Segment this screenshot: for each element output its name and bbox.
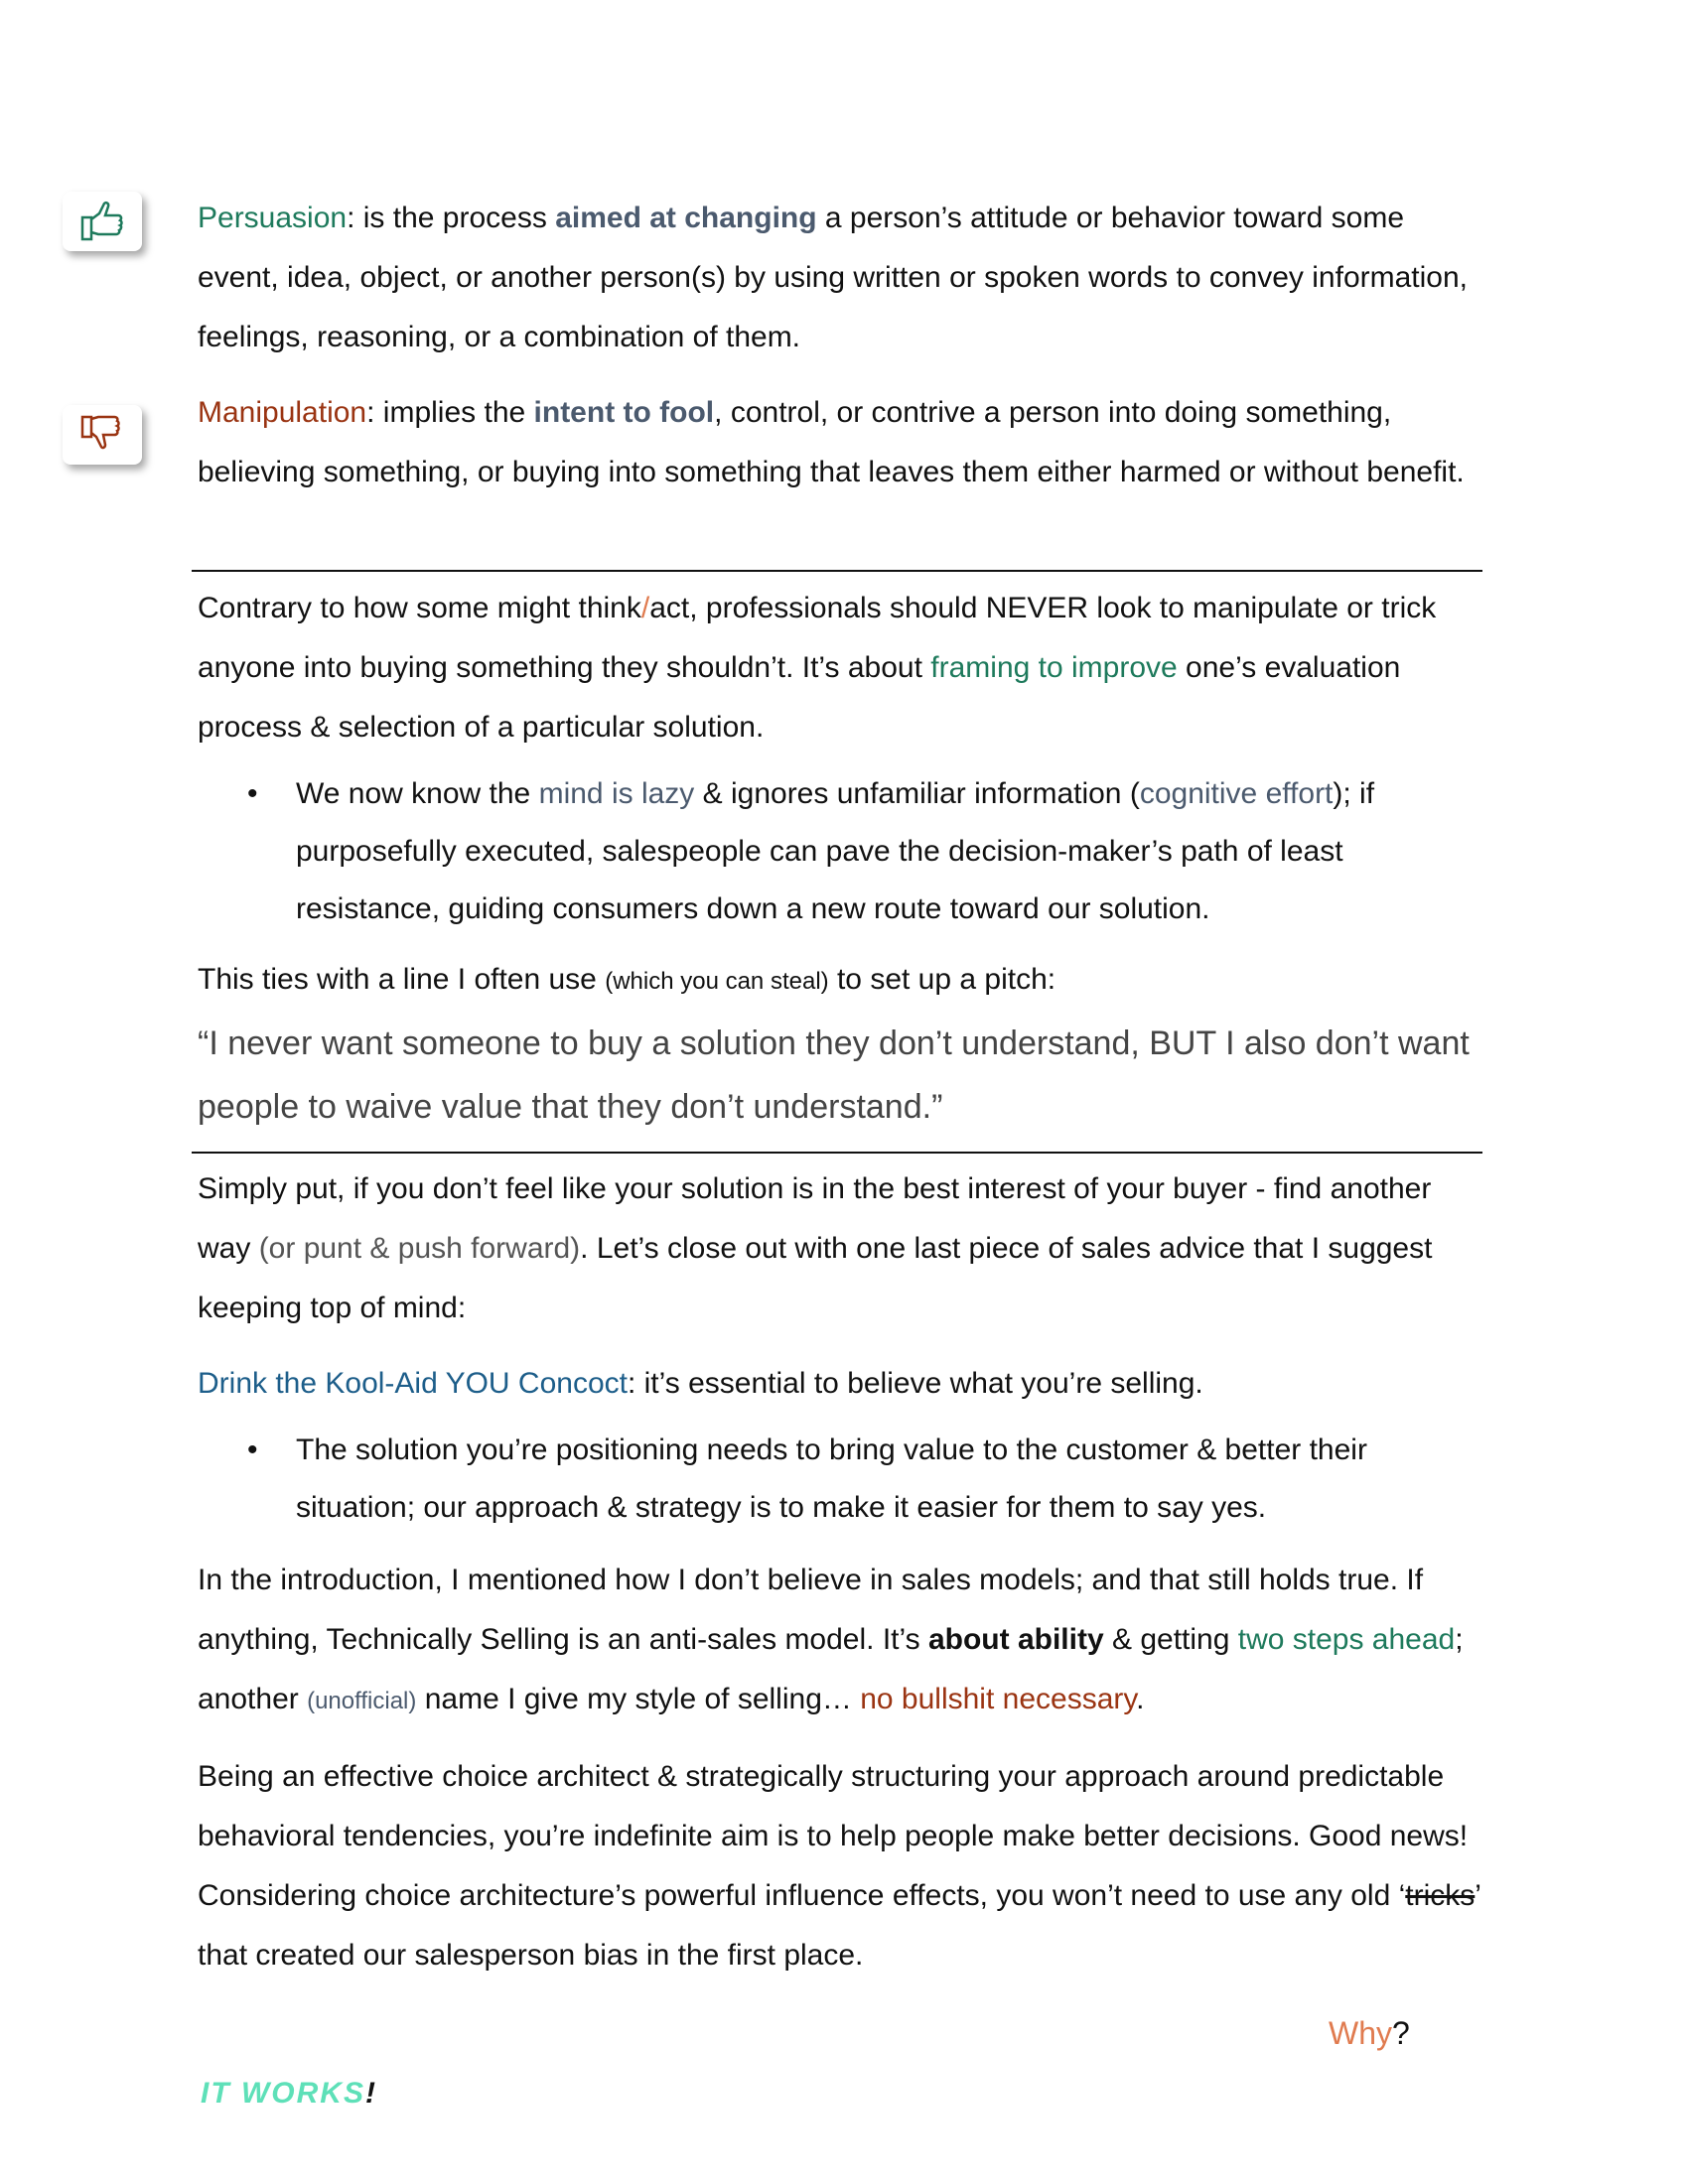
section-framing (198, 579, 1488, 1139)
thumbs-up-icon (78, 200, 126, 243)
thumbs-down-icon (78, 413, 126, 457)
paragraph-contrary: Contrary to how some might think/act, professionals should NEVER look to manipulate or trick anyone into buying something they shouldn’t. It’s about framing to improve one’s evaluation process & selection of a particular solution. (198, 592, 1437, 744)
definition-persuasion: Persuasion: is the process aimed at changing a person’s attitude or behavior toward some event, idea, object, or another person(s) by using written or spoken words to convey information, feelings, reasoning, or a combination of them. (198, 202, 1468, 353)
paragraph-introduction: In the introduction, I mentioned how I don’t believe in sales models; and that still holds true. If anything, Technically Selling is an anti-sales model. It’s about ability & getting two steps ahead; another (unofficial) name I give my style of selling… no bullshit necessary. (198, 1564, 1464, 1715)
divider-2 (192, 1152, 1482, 1154)
why-link: Why? (1329, 2015, 1410, 2051)
bullet-list-mind (198, 765, 1488, 938)
bullet-list-solution (198, 1422, 1488, 1537)
list-item: • The solution you’re positioning needs to bring value to the customer & better their situation; our approach & strategy is to make it easier for them to say yes. (198, 1422, 1488, 1537)
paragraph-kool-aid: Drink the Kool-Aid YOU Concoct: it’s essential to believe what you’re selling. (198, 1367, 1203, 1400)
term-manipulation: Manipulation (198, 396, 367, 429)
it-works-logo: IT WORKS! (201, 2077, 377, 2110)
section-closing (198, 1160, 1488, 1985)
paragraph-simply-put: Simply put, if you don’t feel like your solution is in the best interest of your buyer - find another way (or punt & push forward). Let’s close out with one last piece of sales advice that I suggest keeping top of mind: (198, 1172, 1433, 1324)
term-persuasion: Persuasion (198, 202, 348, 234)
paragraph-line-intro: This ties with a line I often use (which you can steal) to set up a pitch: (198, 963, 1056, 996)
divider-1 (192, 570, 1482, 572)
pitch-quote: “I never want someone to buy a solution they don’t understand, BUT I also don’t want people to waive value that they don’t understand.” (198, 1024, 1470, 1126)
definition-manipulation: Manipulation: implies the intent to fool, control, or contrive a person into doing something, believing something, or buying into something that leaves them either harmed or without benefit. (198, 396, 1465, 488)
thumbs-up-icon-card (63, 192, 142, 251)
term-kool-aid: Drink the Kool-Aid YOU Concoct (198, 1367, 628, 1400)
paragraph-choice-architect: Being an effective choice architect & strategically structuring your approach around predictable behavioral tendencies, you’re indefinite aim is to help people make better decisions. Good news! Considering choice architecture’s powerful influence effects, you won’t need to use any old ‘tricks’ that created our salesperson bias in the first place. (198, 1760, 1480, 1972)
thumbs-down-icon-card (63, 405, 142, 465)
list-item: • We now know the mind is lazy & ignores unfamiliar information (cognitive effort); if purposefully executed, salespeople can pave the decision-maker’s path of least resistance, guiding consumers down a new route toward our solution. (198, 765, 1488, 938)
